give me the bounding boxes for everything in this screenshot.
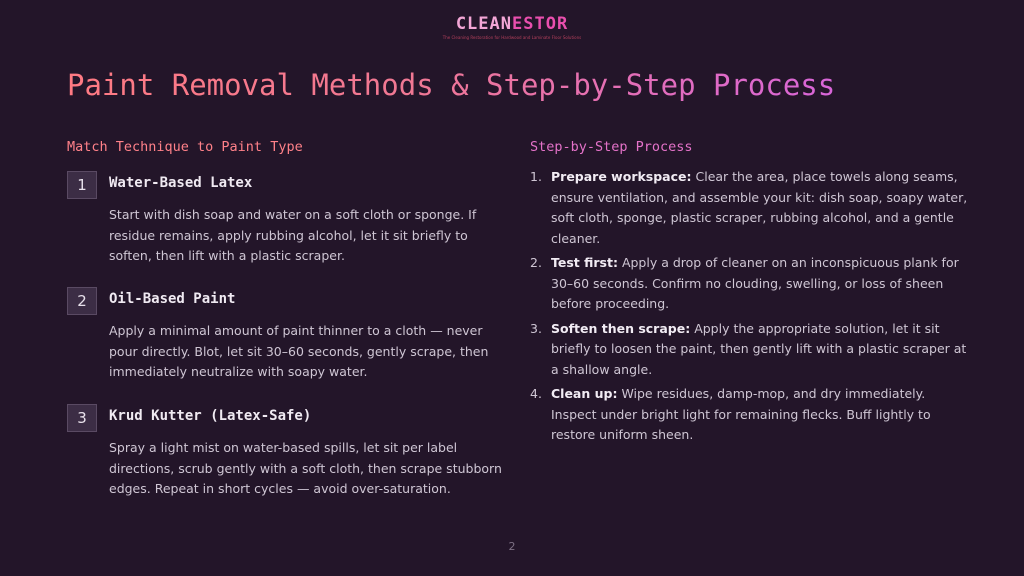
- brand-name-rest: ESTOR: [512, 14, 569, 34]
- right-section-heading: Step-by-Step Process: [530, 139, 693, 155]
- page-title: Paint Removal Methods & Step-by-Step Process: [67, 68, 836, 102]
- brand-name: [0, 14, 1024, 34]
- step-number: 3.: [530, 320, 542, 336]
- left-section-heading: Match Technique to Paint Type: [67, 139, 303, 155]
- process-step: [530, 319, 970, 381]
- brand-logo: [0, 14, 1024, 40]
- step-number: 4.: [530, 386, 542, 401]
- step-lead: Clean up:: [551, 386, 618, 401]
- step-text: Apply the appropriate solution, let it sit briefly to loosen the paint, then gently lift with a plastic scraper at a shallow angle.: [551, 320, 967, 377]
- method-number-badge: 3: [67, 404, 97, 432]
- process-step: [530, 384, 970, 446]
- step-number: 1.: [530, 169, 542, 184]
- step-text: Apply a drop of cleaner on an inconspicuous plank for 30–60 seconds. Confirm no clouding, swelling, or loss of sheen before proceeding.: [551, 255, 959, 311]
- step-number: 2.: [530, 255, 542, 270]
- step-text: Clear the area, place towels along seams, ensure ventilation, and assemble your kit: dish soap, soapy water, soft cloth, sponge, plastic scraper, rubbing alcohol, and a gentle cleaner.: [551, 169, 968, 246]
- method-title: Water-Based Latex: [109, 175, 253, 191]
- page-number: 2: [508, 540, 516, 553]
- brand-tagline: The Cleaning Restoration for Hardwood and Laminate Floor Solutions: [442, 35, 582, 40]
- process-steps-list: [530, 167, 970, 450]
- step-lead: Test first:: [551, 255, 618, 270]
- method-description: Apply a minimal amount of paint thinner to a cloth — never pour directly. Blot, let sit 30–60 seconds, gently scrape, then immediately neutralize with soapy water.: [109, 323, 489, 379]
- method-description: Start with dish soap and water on a soft cloth or sponge. If residue remains, apply rubbing alcohol, let it sit briefly to soften, then lift with a plastic scraper.: [109, 207, 477, 263]
- method-description: Spray a light mist on water-based spills, let sit per label directions, scrub gently with a soft cloth, then scrape stubborn edges. Repeat in short cycles — avoid over-saturation.: [109, 440, 502, 496]
- brand-name-lead: CLEAN: [455, 14, 512, 34]
- method-number-badge: 1: [67, 171, 97, 199]
- step-text: Wipe residues, damp-mop, and dry immediately. Inspect under bright light for remaining flecks. Buff lightly to restore uniform sheen.: [551, 386, 931, 442]
- step-lead: Soften then scrape:: [551, 320, 691, 336]
- step-lead: Prepare workspace:: [551, 169, 692, 184]
- process-step: [530, 253, 970, 315]
- method-title: Oil-Based Paint: [109, 291, 236, 307]
- process-step: [530, 167, 970, 249]
- method-title: Krud Kutter (Latex-Safe): [109, 408, 312, 424]
- method-number-badge: 2: [67, 287, 97, 315]
